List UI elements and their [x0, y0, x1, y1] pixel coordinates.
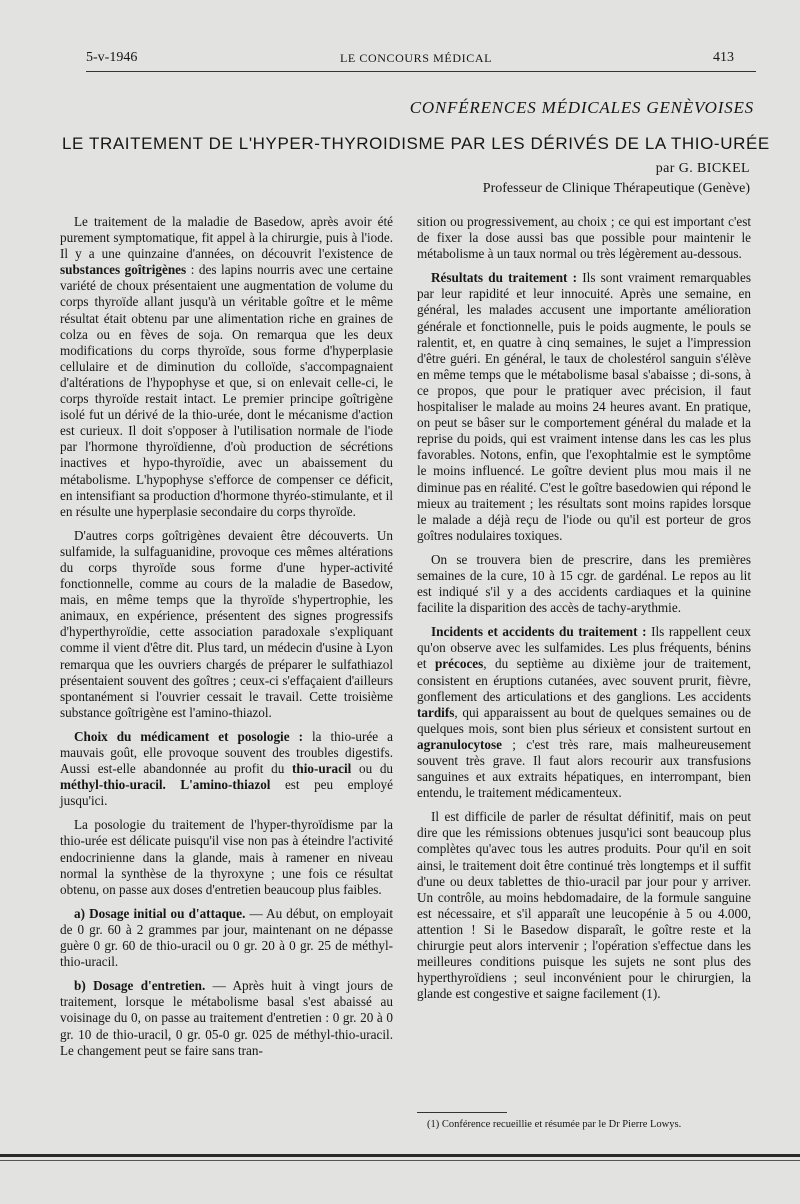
running-header	[86, 50, 746, 70]
author-affiliation: Professeur de Clinique Thérapeutique (Genève)	[482, 181, 750, 196]
page-bottom-rule-thin	[0, 1160, 800, 1161]
article-title: LE TRAITEMENT DE L'HYPER-THYROIDISME PAR LES DÉRIVÉS DE LA THIO-URÉE	[62, 134, 770, 153]
issue-date: 5-v-1946	[86, 50, 138, 65]
page-bottom-rule	[0, 1154, 800, 1157]
paragraph: D'autres corps goîtrigènes devaient être découverts. Un sulfamide, la sulfaguanidine, provoque ces mêmes altérations du corps thyroïde sous forme d'une hyper-activité fonctionnelle, comme au cours de la maladie de Basedow, mais, en même temps que la thyroïde s'hypertrophie, les animaux, en expérience, présentent des signes progressifs d'hyperthyroïdie, cette association paradoxale s'expliquant comme il vient d'être dit. Plus tard, un médecin d'usine à Lyon remarqua que les ouvriers chargés de préparer le sulfathiazol présentaient souvent des goîtres ; ceux-ci s'effaçaient d'ailleurs spontanément si l'ouvrier cessait le travail. Cette troisième substance goîtrigène est l'amino-thiazol.	[60, 527, 393, 720]
footnote-rule	[417, 1112, 507, 1113]
paragraph: b) Dosage d'entretien. — Après huit à vingt jours de traitement, lorsque le métabolisme basal s'est abaissé au voisinage du 0, on passe au traitement d'entretien : 0 gr. 20 à 0 gr. 10 de thio-uracil, 0 gr. 05-0 gr. 025 de méthyl-thio-uracil. Le changement peut se faire sans tran-	[60, 978, 393, 1058]
left-column	[60, 214, 393, 1067]
series-title: CONFÉRENCES MÉDICALES GENÈVOISES	[409, 98, 754, 117]
header-rule	[86, 71, 756, 72]
page-number: 413	[713, 50, 734, 65]
paragraph: Il est difficile de parler de résultat définitif, mais on peut dire que les rémissions obtenues jusqu'ici sont beaucoup plus complètes qu'avec tous les autres produits. Pour qu'il en soit ainsi, le traitement doit être continué très longtemps et il suffit d'une ou deux tablettes de thio-uracil par jour pour y arriver. Un contrôle, au moins hebdomadaire, de la formule sanguine est nécessaire, et s'il apparaît une leucopénie à 5 ou 4.000, attention ! Si le Basedow disparaît, le goître reste et la chirurgie peut alors intervenir ; l'opération s'effectue dans les meilleures conditions puisque les sujets ne sont plus des hyperthyroïdiens ; seul inconvénient pour le chirurgien, la glande est congestive et saigne facilement (1).	[417, 809, 751, 1002]
paragraph: sition ou progressivement, au choix ; ce qui est important c'est de fixer la dose aussi bas que possible pour maintenir le métabolisme à un taux normal ou très légèrement au-dessous.	[417, 214, 751, 262]
paragraph: Choix du médicament et posologie : la thio-urée a mauvais goût, elle provoque souvent des troubles digestifs. Aussi est-elle abandonnée au profit du thio-uracil ou du méthyl-thio-uracil. L'amino-thiazol est peu employé jusqu'ici.	[60, 728, 393, 809]
right-column	[417, 214, 751, 1010]
paragraph: On se trouvera bien de prescrire, dans les premières semaines de la cure, 10 à 15 cgr. de gardénal. Le repos au lit est indiqué s'il y a des accidents cardiaques et la quinine facilite la disparition des accès de tachy-arythmie.	[417, 551, 751, 616]
footnote: (1) Conférence recueillie et résumée par le Dr Pierre Lowys.	[427, 1119, 682, 1130]
author-byline: par G. BICKEL	[655, 161, 750, 176]
journal-name: LE CONCOURS MÉDICAL	[339, 51, 493, 65]
paragraph: a) Dosage initial ou d'attaque. — Au début, on employait de 0 gr. 60 à 2 grammes par jour, maintenant on ne dépasse guère 0 gr. 60 de thio-uracil ou 0 gr. 20 à 0 gr. 25 de méthyl-thio-uracil.	[60, 905, 393, 970]
paragraph: Résultats du traitement : Ils sont vraiment remarquables par leur rapidité et leur innocuité. Après une semaine, en général, les malades accusent une importante amélioration générale et fonctionnelle, puis le poids augmente, le pouls se ralentit, et, en quatre à cinq semaines, le sujet a l'impression d'être guéri. En général, le taux de cholestérol sanguin s'élève en même temps que le métabolisme basal s'abaisse ; di-sons, à ce propos, que pour le pratiquer avec précision, il faut hospitaliser le malade au moins 24 heures avant. En pratique, on peut se bâser sur le comportement général du malade et la reprise du poids, qui est vraiment intense dans les cas les plus favorables. Notons, enfin, que l'exophtalmie est le symptôme le moins influencé. Le goître devient plus mou mais il ne diminue pas en réalité. C'est le goître basedowien qui répond le mieux au traitement ; les résultats sont moins rapides lorsque le malade a déjà reçu de l'iode ou qu'il est porteur de gros goîtres nodulaires toxiques.	[417, 270, 751, 543]
paragraph: Incidents et accidents du traitement : Ils rappellent ceux qu'on observe avec les sulfamides. Les plus fréquents, bénins et précoces, du septième au dixième jour de traitement, consistent en éruptions cutanées, avec souvent prurit, fièvre, gonflement des articulations et des ganglions. Les accidents tardifs, qui apparaissent au bout de quelques semaines ou de quelques mois, sont bien plus sérieux et consistent surtout en agranulocytose ; c'est très rare, mais malheureusement souvent très grave. Il faut alors recourir aux transfusions sanguines et aux extraits hépatiques, en interrompant, bien entendu, le traitement médicamenteux.	[417, 624, 752, 801]
paragraph: La posologie du traitement de l'hyper-thyroïdisme par la thio-urée est délicate puisqu'il vise non pas à éteindre l'activité endocrinienne dans la glande, mais à ramener en niveau normal la synthèse de la thyroxyne ; une fois ce résultat obtenu, on passe aux doses d'entretien beaucoup plus faibles.	[60, 817, 393, 897]
paragraph: Le traitement de la maladie de Basedow, après avoir été purement symptomatique, fit appel à la chirurgie, puis à l'iode. Il y a une quinzaine d'années, on découvrit l'existence de substances goîtrigènes : des lapins nourris avec une certaine variété de choux présentaient une augmentation de volume du corps thyroïde allant jusqu'à un véritable goître et le même résultat était obtenu par une alimentation riche en graines de colza ou en fèves de soja. On remarqua que les deux modifications du corps thyroïde, sous forme d'hyperplasie cellulaire et de diminution du colloïde, s'accompagnaient d'altérations de l'hypophyse et que, si on enlevait celle-ci, le corps thyroïde restait intact. Le premier principe goîtrigène isolé fut un dérivé de la thio-urée, dont le mécanisme d'action est curieux. Il doit s'opposer à l'utilisation normale de l'iode par l'hormone thyroïdienne, d'où production de sécrétions inactives et hypo-thyroïdie, avec un abaissement du métabolisme. L'hypophyse s'efforce de compenser ce déficit, en intensifiant sa production d'hormone thyréo-stimulante, et il en résulte une hyperplasie secondaire du corps thyroïde.	[60, 214, 393, 519]
